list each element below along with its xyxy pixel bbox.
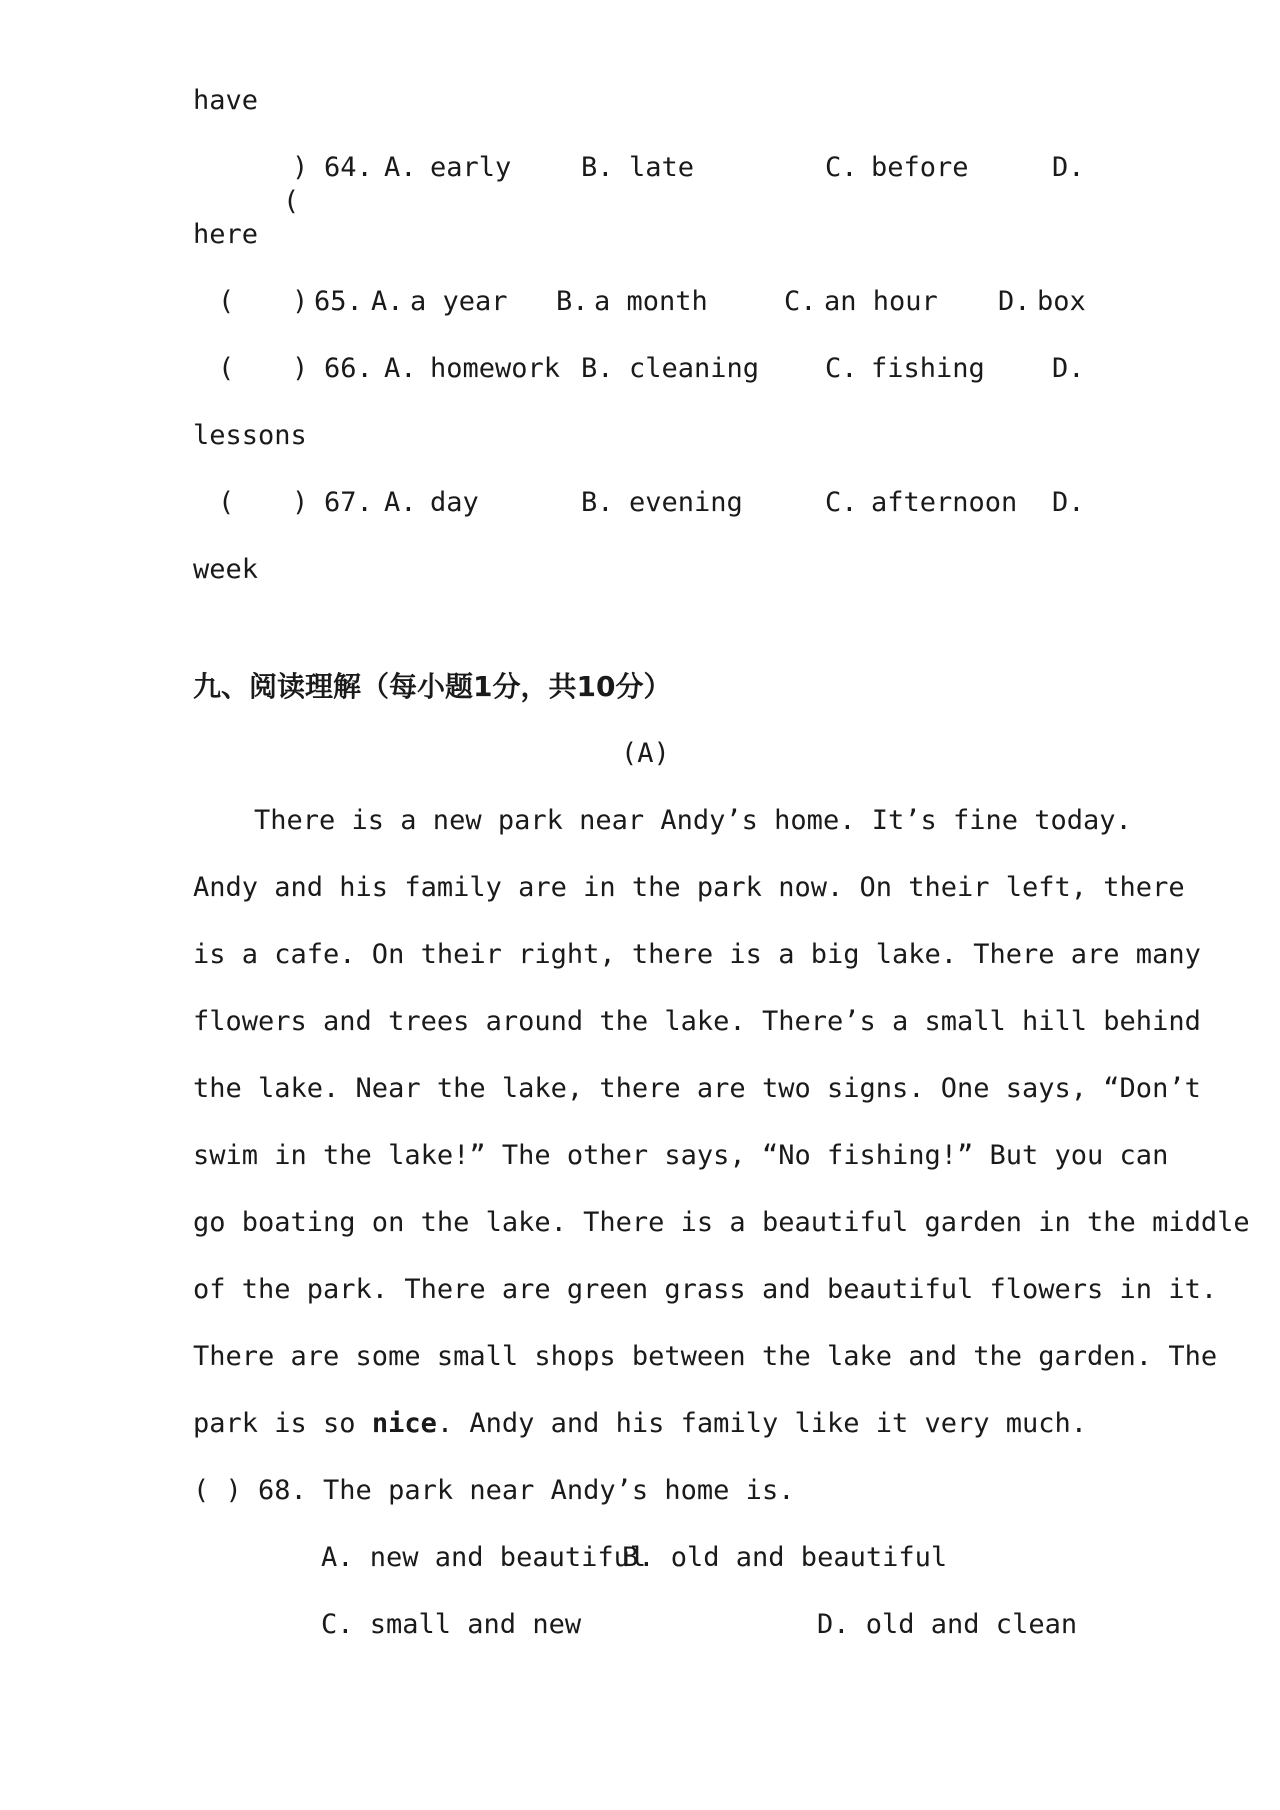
q66-option-a: homework bbox=[430, 353, 561, 384]
q63-option-d-wrap: have bbox=[193, 85, 259, 116]
passage-line-6: swim in the lake!” The other says, “No fishing!” But you can bbox=[193, 1140, 1169, 1171]
passage-line-2: Andy and his family are in the park now. On their left, there bbox=[193, 872, 1185, 903]
passage-line-10-start: park is so bbox=[193, 1408, 372, 1439]
passage-line-10-end: . Andy and his family like it very much. bbox=[436, 1408, 1088, 1439]
q67-option-b-label: B. bbox=[581, 487, 614, 518]
q67-option-d: week bbox=[193, 554, 259, 585]
q67-number: 67. bbox=[324, 487, 373, 518]
q64-number: 64. bbox=[324, 152, 373, 183]
q68-option-c: C. small and new bbox=[321, 1609, 582, 1640]
q67-open-paren: ( bbox=[218, 487, 235, 518]
q65-close-paren: ) bbox=[292, 286, 309, 317]
q64-option-a-label: A. bbox=[384, 152, 417, 183]
q64-option-b-label: B. bbox=[581, 152, 614, 183]
q68-option-d: D. old and clean bbox=[817, 1609, 1078, 1640]
q65-option-d: box bbox=[1037, 286, 1086, 317]
q66-close-paren: ) bbox=[292, 353, 309, 384]
q65-option-a-label: A. bbox=[371, 286, 404, 317]
passage-line-3: is a cafe. On their right, there is a big lake. There are many bbox=[193, 939, 1201, 970]
q66-option-d: lessons bbox=[193, 420, 307, 451]
q65-option-b: a month bbox=[594, 286, 708, 317]
q64-option-a: early bbox=[430, 152, 512, 183]
q67-option-c-label: C. bbox=[825, 487, 858, 518]
passage-label: (A) bbox=[621, 738, 670, 769]
passage-line-5: the lake. Near the lake, there are two signs. One says, “Don’t bbox=[193, 1073, 1201, 1104]
passage-line-1 bbox=[254, 804, 1132, 838]
section-title: 九、阅读理解（每小题1分，共10分） bbox=[193, 670, 672, 703]
q64-option-b: late bbox=[629, 152, 695, 183]
q64-option-d: here bbox=[193, 219, 259, 250]
q67-option-c: afternoon bbox=[871, 487, 1018, 518]
passage-line-9: There are some small shops between the lake and the garden. The bbox=[193, 1341, 1218, 1372]
highlighted-word-nice: nice bbox=[371, 1408, 437, 1439]
q66-option-d-label: D. bbox=[1052, 353, 1085, 384]
q66-open-paren: ( bbox=[218, 353, 235, 384]
q65-option-c: an hour bbox=[824, 286, 938, 317]
q64-open-paren: ( bbox=[283, 186, 300, 217]
q67-option-d-label: D. bbox=[1052, 487, 1085, 518]
q64-option-c-label: C. bbox=[825, 152, 858, 183]
q66-option-b: cleaning bbox=[629, 353, 760, 384]
q66-option-c-label: C. bbox=[825, 353, 858, 384]
passage-line-1-text: There is a new park near Andy’s home. It’s fine today. bbox=[254, 805, 1132, 836]
q64-option-d-label: D. bbox=[1052, 152, 1085, 183]
q67-option-a-label: A. bbox=[384, 487, 417, 518]
q68-stem: ( ) 68. The park near Andy’s home is. bbox=[193, 1475, 795, 1506]
passage-line-8: of the park. There are green grass and beautiful flowers in it. bbox=[193, 1274, 1218, 1305]
q65-open-paren: ( bbox=[218, 286, 235, 317]
passage-line-7: go boating on the lake. There is a beautiful garden in the middle bbox=[193, 1207, 1250, 1238]
q67-close-paren: ) bbox=[292, 487, 309, 518]
q65-option-c-label: C. bbox=[784, 286, 817, 317]
q65-option-d-label: D. bbox=[998, 286, 1031, 317]
q65-option-a: a year bbox=[410, 286, 508, 317]
q66-option-c: fishing bbox=[871, 353, 985, 384]
q68-option-b: B. old and beautiful bbox=[622, 1542, 948, 1573]
q65-option-b-label: B. bbox=[556, 286, 589, 317]
q67-option-b: evening bbox=[629, 487, 743, 518]
passage-line-4: flowers and trees around the lake. There’s a small hill behind bbox=[193, 1006, 1201, 1037]
q66-option-a-label: A. bbox=[384, 353, 417, 384]
q66-option-b-label: B. bbox=[581, 353, 614, 384]
q64-close-paren: ) bbox=[292, 152, 309, 183]
q64-option-c: before bbox=[871, 152, 969, 183]
q68-option-a: A. new and beautiful bbox=[321, 1542, 647, 1573]
q65-number: 65. bbox=[314, 286, 363, 317]
passage-line-10 bbox=[193, 1407, 1087, 1441]
q67-option-a: day bbox=[430, 487, 479, 518]
q66-number: 66. bbox=[324, 353, 373, 384]
